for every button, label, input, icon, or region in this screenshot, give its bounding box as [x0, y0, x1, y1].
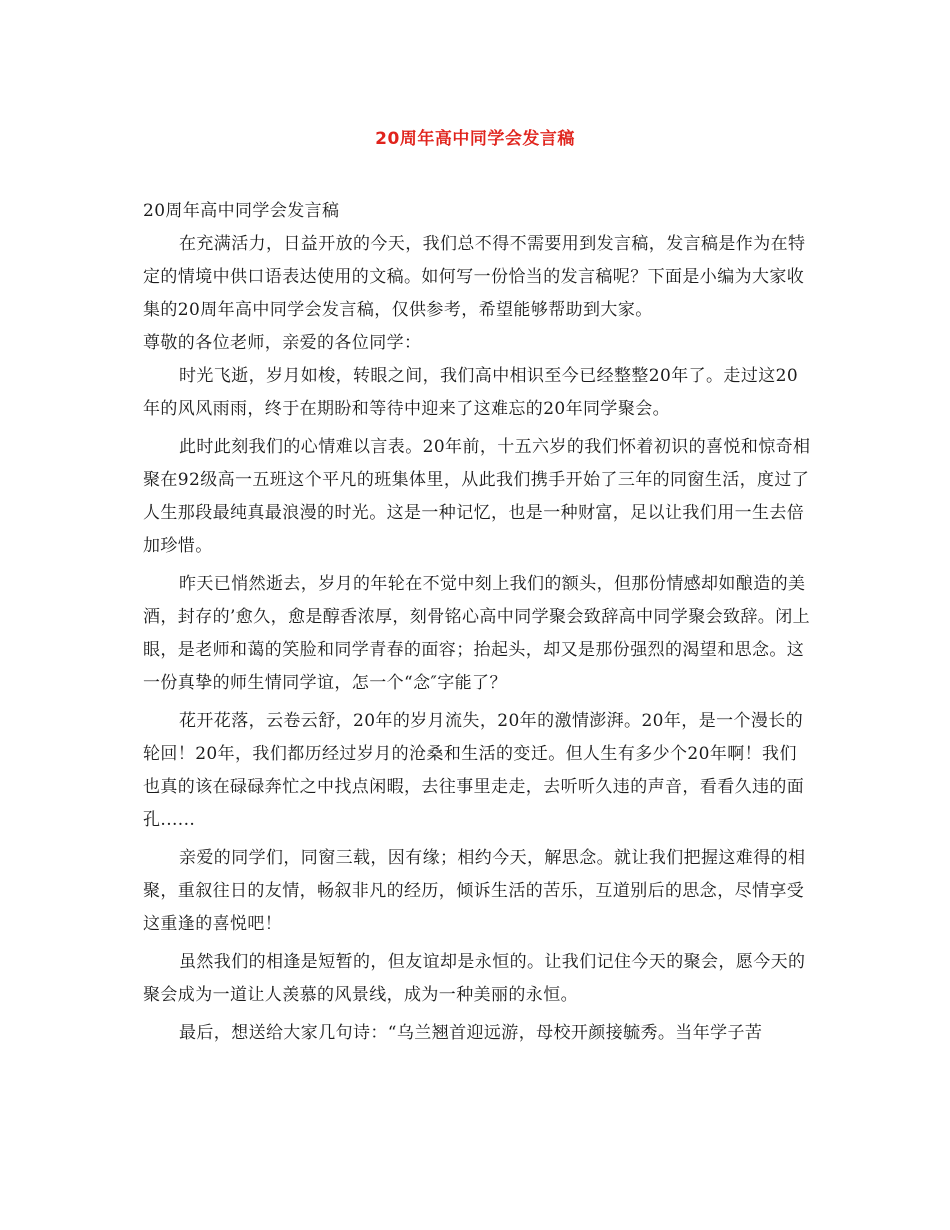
paragraph-intro: 在充满活力，日益开放的今天，我们总不得不需要用到发言稿，发言稿是作为在特定的情境中供口语表达使用的文稿。如何写一份恰当的发言稿呢？下面是小编为大家收集的20周年高中同学会发言稿，仅供参考，希望能够帮助到大家。: [143, 234, 806, 320]
paragraph: 最后，想送给大家几句诗：“乌兰翘首迎远游，母校开颜接毓秀。当年学子苦: [179, 1023, 763, 1043]
paragraph: 此时此刻我们的心情难以言表。20年前，十五六岁的我们怀着初识的喜悦和惊奇相聚在92级高一五班这个平凡的班集体里，从此我们携手开始了三年的同窗生活，度过了人生那段最纯真最浪漫的时光。这是一种记忆，也是一种财富，足以让我们用一生去倍加珍惜。: [143, 437, 811, 556]
paragraph-salutation: 尊敬的各位老师，亲爱的各位同学：: [143, 333, 422, 353]
document-body: [143, 195, 811, 1055]
document-title: 20周年高中同学会发言稿: [375, 129, 575, 149]
paragraph: 时光飞逝，岁月如梭，转眼之间，我们高中相识至今已经整整20年了。走过这20年的风风雨雨，终于在期盼和等待中迎来了这难忘的20年同学聚会。: [143, 366, 799, 419]
paragraph: 亲爱的同学们，同窗三载，因有缘；相约今天，解思念。就让我们把握这难得的相聚，重叙往日的友情，畅叙非凡的经历，倾诉生活的苦乐，互道别后的思念，尽情享受这重逢的喜悦吧！: [143, 848, 806, 934]
paragraph: 昨天已悄然逝去，岁月的年轮在不觉中刻上我们的额头，但那份情感却如酿造的美酒，封存的’愈久，愈是醇香浓厚，刻骨铭心高中同学聚会致辞高中同学聚会致辞。闭上眼，是老师和蔼的笑脸和同学青春的面容；抬起头，却又是那份强烈的渴望和思念。这一份真挚的师生情同学谊，怎一个“念″字能了？: [143, 574, 811, 693]
paragraph: 虽然我们的相逢是短暂的，但友谊却是永恒的。让我们记住今天的聚会，愿今天的聚会成为一道让人羡慕的风景线，成为一种美丽的永恒。: [143, 952, 806, 1005]
paragraph: 花开花落，云卷云舒，20年的岁月流失，20年的激情澎湃。20年，是一个漫长的轮回！20年，我们都历经过岁月的沧桑和生活的变迁。但人生有多少个20年啊！我们也真的该在碌碌奔忙之中找点闲暇，去往事里走走，去听听久违的声音，看看久违的面孔......: [143, 711, 805, 830]
document-subtitle: 20周年高中同学会发言稿: [143, 201, 340, 221]
